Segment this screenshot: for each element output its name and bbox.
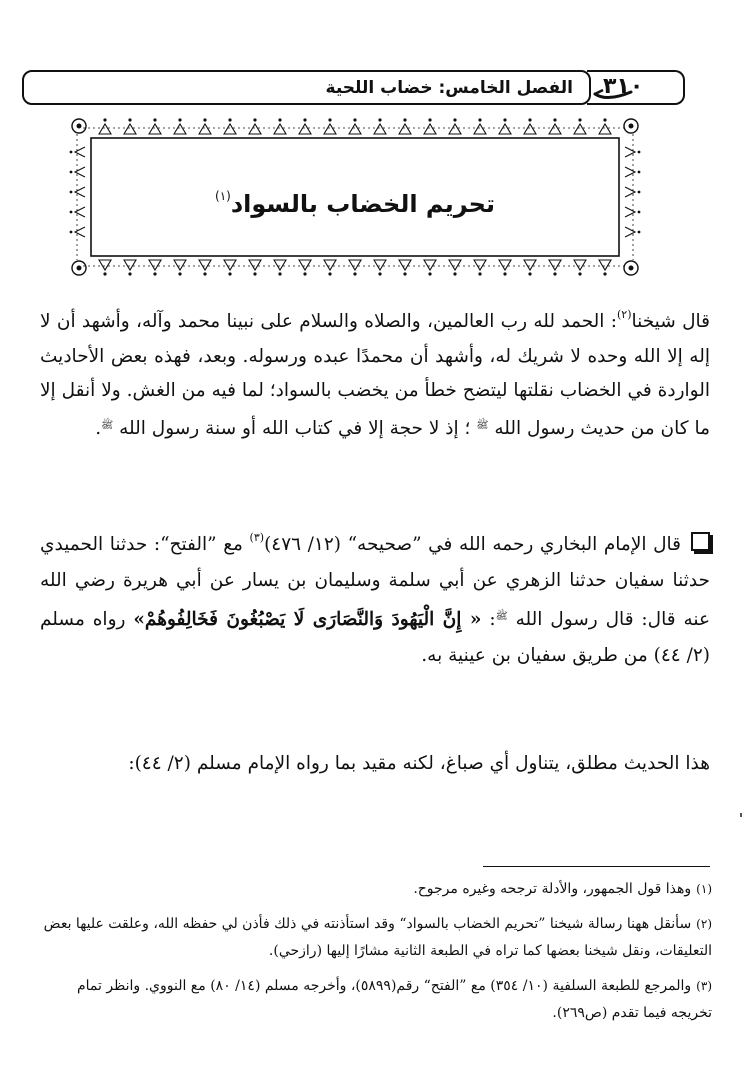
footnote-text: سأنقل ههنا رسالة شيخنا ”تحريم الخضاب بالسواد“ وقد استأذنته في ذلك فأذن لي حفظه الله، وعلقت عليها بعض التعليقات، ونقل شيخنا بعضها كما تراه في الطبعة الثانية مشارًا إليها (رازحي). xyxy=(43,916,712,959)
footnote-text: والمرجع للطبعة السلفية (١٠/ ٣٥٤) مع ”الفتح“ رقم(٥٨٩٩)، وأخرجه مسلم (١٤/ ٨٠) مع النووي. وانظر تمام تخريجه فيما تقدم (ص٢٦٩). xyxy=(76,978,712,1021)
page-number-tab xyxy=(587,70,685,105)
hadith-quote: « إِنَّ الْيَهُودَ وَالنَّصَارَى لَا يَصْبُغُونَ فَخَالِفُوهُمْ» xyxy=(133,609,482,630)
intro-lead: قال شيخنا xyxy=(631,311,710,332)
footnote-1 xyxy=(40,876,712,903)
section-title-footnote-ref[interactable]: (١) xyxy=(215,189,231,203)
hadith-lead: قال الإمام البخاري رحمه الله في ”صحيحه“ (١٢/ ٤٧٦) xyxy=(264,534,681,555)
section-title xyxy=(65,178,645,222)
chapter-title-box xyxy=(22,70,591,105)
paragraph-intro xyxy=(40,298,710,446)
footnote-divider xyxy=(483,866,710,867)
intro-mid: ؛ إذ لا حجة إلا في كتاب الله أو سنة رسول الله xyxy=(119,417,471,439)
footnote-2 xyxy=(40,911,712,965)
hadith-chain: مع ”الفتح“: حدثنا الحميدي حدثنا سفيان حدثنا الزهري عن أبي سلمة وسليمان بن يسار عن أبي هريرة رضي الله عنه قال: قال رسول الله xyxy=(40,534,711,630)
footnote-3 xyxy=(40,973,712,1027)
running-header xyxy=(22,70,685,103)
intro-end: . xyxy=(95,417,102,439)
footnote-ref-3[interactable]: (٣) xyxy=(249,531,265,544)
chapter-title: الفصل الخامس: خضاب اللحية xyxy=(325,78,573,98)
paragraph-commentary xyxy=(40,744,710,784)
footnotes xyxy=(40,876,712,1035)
swoosh-ornament-icon xyxy=(593,88,633,102)
checkbox-square-icon xyxy=(691,532,710,551)
salla-honorific-2: ﷺ xyxy=(101,419,114,431)
footnote-number: (١) xyxy=(696,882,712,896)
intro-text: : الحمد لله رب العالمين، والصلاه والسلام على نبينا محمد وآله، وأشهد أن لا إله إلا الله وحده لا شريك له، وأشهد أن محمدًا عبده ورسوله. وبعد، فهذه بعض الأحاديث الواردة في الخضاب نقلتها ليتضح خطأ من يخضب بالسواد؛ لما فيه من الغش. ولا أنقل إلا ما كان من حديث رسول الله xyxy=(40,311,710,439)
salla-honorific-1: ﷺ xyxy=(476,419,489,431)
footnote-number: (٢) xyxy=(696,917,712,931)
commentary-text: هذا الحديث مطلق، يتناول أي صباغ، لكنه مقيد بما رواه الإمام مسلم (٢/ ٤٤): xyxy=(128,753,710,774)
section-title-text: تحريم الخضاب بالسواد xyxy=(230,190,495,218)
footnote-text: وهذا قول الجمهور، والأدلة ترجحه وغيره مرجوح. xyxy=(413,881,692,897)
page-number: ٣١٠ xyxy=(603,74,644,99)
section-title-frame xyxy=(65,112,645,282)
paragraph-hadith xyxy=(40,520,710,674)
margin-mark xyxy=(740,813,742,817)
hadith-source: رواه مسلم (٢/ ٤٤) من طريق سفيان بن عينية به. xyxy=(40,609,710,666)
footnote-number: (٣) xyxy=(696,979,712,993)
hadith-colon: : xyxy=(489,609,496,630)
salla-honorific-3: ﷺ xyxy=(495,611,508,622)
footnote-ref-2[interactable]: (٢) xyxy=(617,308,632,321)
